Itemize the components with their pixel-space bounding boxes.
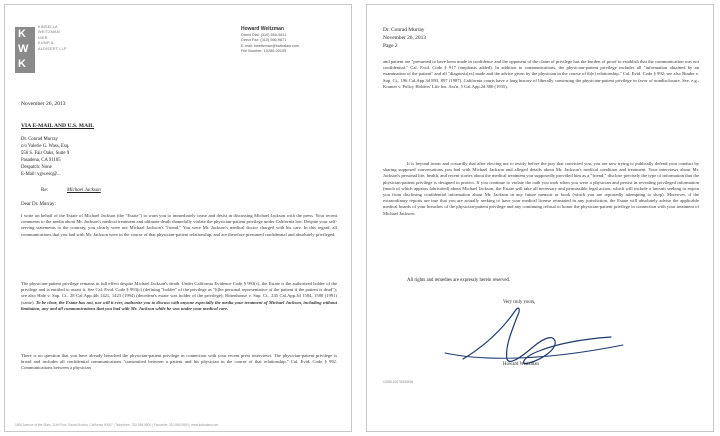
sender-direct-fax: Direct Fax: (310) 566-9871 xyxy=(241,38,287,43)
recipient-line: Dr. Conrad Murray xyxy=(21,137,58,142)
signer-name: Howard Weitzman xyxy=(503,362,539,367)
logo-letter-1: K xyxy=(18,28,26,40)
closing: Very truly yours, xyxy=(503,300,536,305)
file-reference-code: 10286-00175/535504 xyxy=(383,380,414,384)
firm-name-line: ALDISERT LLP xyxy=(38,46,67,51)
header-line: November 26, 2013 xyxy=(383,35,426,41)
letter-date: November 26, 2013 xyxy=(21,101,66,107)
rights-reserved: All rights and remedies are expressly herein reserved. xyxy=(407,278,511,283)
firm-name xyxy=(38,25,78,52)
header-line: Dr. Conrad Murray xyxy=(383,27,425,33)
body-paragraph-4: and patient are "presumed to have been made in confidence and the opponent of the claim of privilege has the burden of proof to establish that the communication was not confidential." Cal. Evid. Code § 917 (emphasis added). In addition to communications, the physician-patient privilege includes all "information obtained by an examination of the patient" and all "diagnosis[es] made and the advice given by the physician in the course of th[e] relationship." Cal. Evid. Code § 992; see also Binder v. Sup. Ct., 196 Cal.App.3d 893, 897 (1987). California courts have a long history of liberally construing the physician-patient privilege in favor of nondisclosure. See, e.g., Kramer v. Policy Holders' Life Ins. Ass'n, 5 Cal.App.2d 380 (1935). xyxy=(383,59,699,89)
re-label: Re: xyxy=(41,188,48,193)
sender-email: E-mail: hweitzman@kwikalaw.com xyxy=(241,43,300,48)
delivery-method: VIA E-MAIL AND U.S. MAIL xyxy=(21,123,95,129)
body-paragraph-2 xyxy=(21,281,337,349)
body-paragraph-3: There is no question that you have already breached the physician-patient privilege in connection with your recent press interviews. The physician-patient privilege is broad and includes all confidential communications "transmitted between a patient and his physician in the course of that relationship." Cal. Evid. Code § 992. Communications between a physician xyxy=(21,353,337,371)
body-paragraph-1: I write on behalf of the Estate of Michael Jackson (the "Estate") to warn you to immediately cease and desist in discussing Michael Jackson with the press. Your recent comments to the media about Mr. Jackson's medical treatment and ultimate death shamefully violate the physician-patient privilege under California law. Despite your self-serving statements to the contrary, you clearly were not Michael Jackson's "friend." You were Mr. Jackson's medical doctor charged with his care. In this regard, all communications that you had with Mr. Jackson were in the course of that physician-patient relationship, and are therefore presumed confidential and absolutely privileged. xyxy=(21,213,337,237)
recipient-line: Despatch: None xyxy=(21,165,52,170)
sender-direct-dial: Direct Dial: (310) 566-9811 xyxy=(241,33,287,38)
letter-page-2 xyxy=(366,4,714,432)
header-line: Page 2 xyxy=(383,43,398,49)
firm-logo xyxy=(15,27,35,73)
sender-block xyxy=(241,27,349,54)
paragraph-2-emphasis: To be clear, the Estate has not, nor will it ever, authorize you to discuss with anyone especially the media your treatment of Michael Jackson, including without limitation, any and all communications that you had with Mr. Jackson while he was under your medical care. xyxy=(21,299,337,311)
firm-name-line: WEITZMAN xyxy=(38,30,60,35)
logo-letter-3: K xyxy=(18,58,26,70)
salutation: Dear Dr. Murray: xyxy=(21,202,56,207)
firm-name-line: KUMP & xyxy=(38,41,54,46)
paragraph-2-text: The physician-patient privilege remains in full effect despite Michael Jackson's death. Under California Evidence Code § 993(c), the Estate is the authorized holder of the privilege and is entitled to assert it. See Cal. Evid. Code § 993(c) (defining "holder" of the privilege as "[t]he personal representative of the patient if the patient is dead"); see also Hale v. Sup. Ct., 28 Cal.App.4th 1421, 1423 (1994) (decedent's estate was holder of the privilege); Rittenhouse v. Sup. Ct., 235 Cal.App.3d 1584, 1588 (1991) (same). xyxy=(21,281,337,305)
sender-file-number: File Number: 10286-00105 xyxy=(241,48,287,53)
re-subject: Michael Jackson xyxy=(67,188,101,193)
recipient-line: E-Mail: vgw.esq@... xyxy=(21,172,61,177)
logo-letter-2: W xyxy=(18,43,29,55)
letterhead-footer: 1800 Avenue of the Stars, 11th Floor, Santa Monica, California 90067 | Telephone: 310.566.9800 | Facsimile: 310.566.9850 | www.kwikalaw.com xyxy=(15,423,219,427)
firm-name-line: ISER xyxy=(38,35,48,40)
firm-name-line: KINSELLA xyxy=(38,25,58,29)
recipient-line: c/o Valerie G. Wass, Esq. xyxy=(21,144,70,149)
sender-name: Howard Weitzman xyxy=(241,26,284,32)
letter-page-1 xyxy=(4,4,352,432)
recipient-line: Pasadena, CA 91105 xyxy=(21,158,61,163)
body-paragraph-5: It is beyond ironic and cowardly that after electing not to testify before the jury that convicted you, you are now trying to publically defend your conduct by sharing supposed conversations you had with Michael Jackson and alleged details about Mr. Jackson's medical condition and treatment. Your interviews about Mr. Jackson's personal life, health, and recent stories about the medical treatment you supposedly provided him as a "friend," disclose precisely the type of information that the physician-patient privilege is designed to protect. If you continue to violate the oath you took when you were a physician and persist in revealing privileged information (much of which appears fabricated) about Michael Jackson, the Estate will take all necessary and permissible legal action, which will include a lawsuit seeking to enjoin you from disclosing confidential information about Mr. Jackson in any future memoir or book (which you are reportedly attempting to shop). Moreover, if the extraordinary reports are true that you are actually seeking to have your medical license reinstated in any jurisdiction, the Estate will absolutely advise the applicable medical boards of your breaches of the physician-patient privilege and any continuing refusal to honor the physician-patient privilege in connection with your treatment of Michael Jackson. xyxy=(383,161,699,216)
recipient-line: 556 S. Fair Oaks, Suite 9 xyxy=(21,151,70,156)
